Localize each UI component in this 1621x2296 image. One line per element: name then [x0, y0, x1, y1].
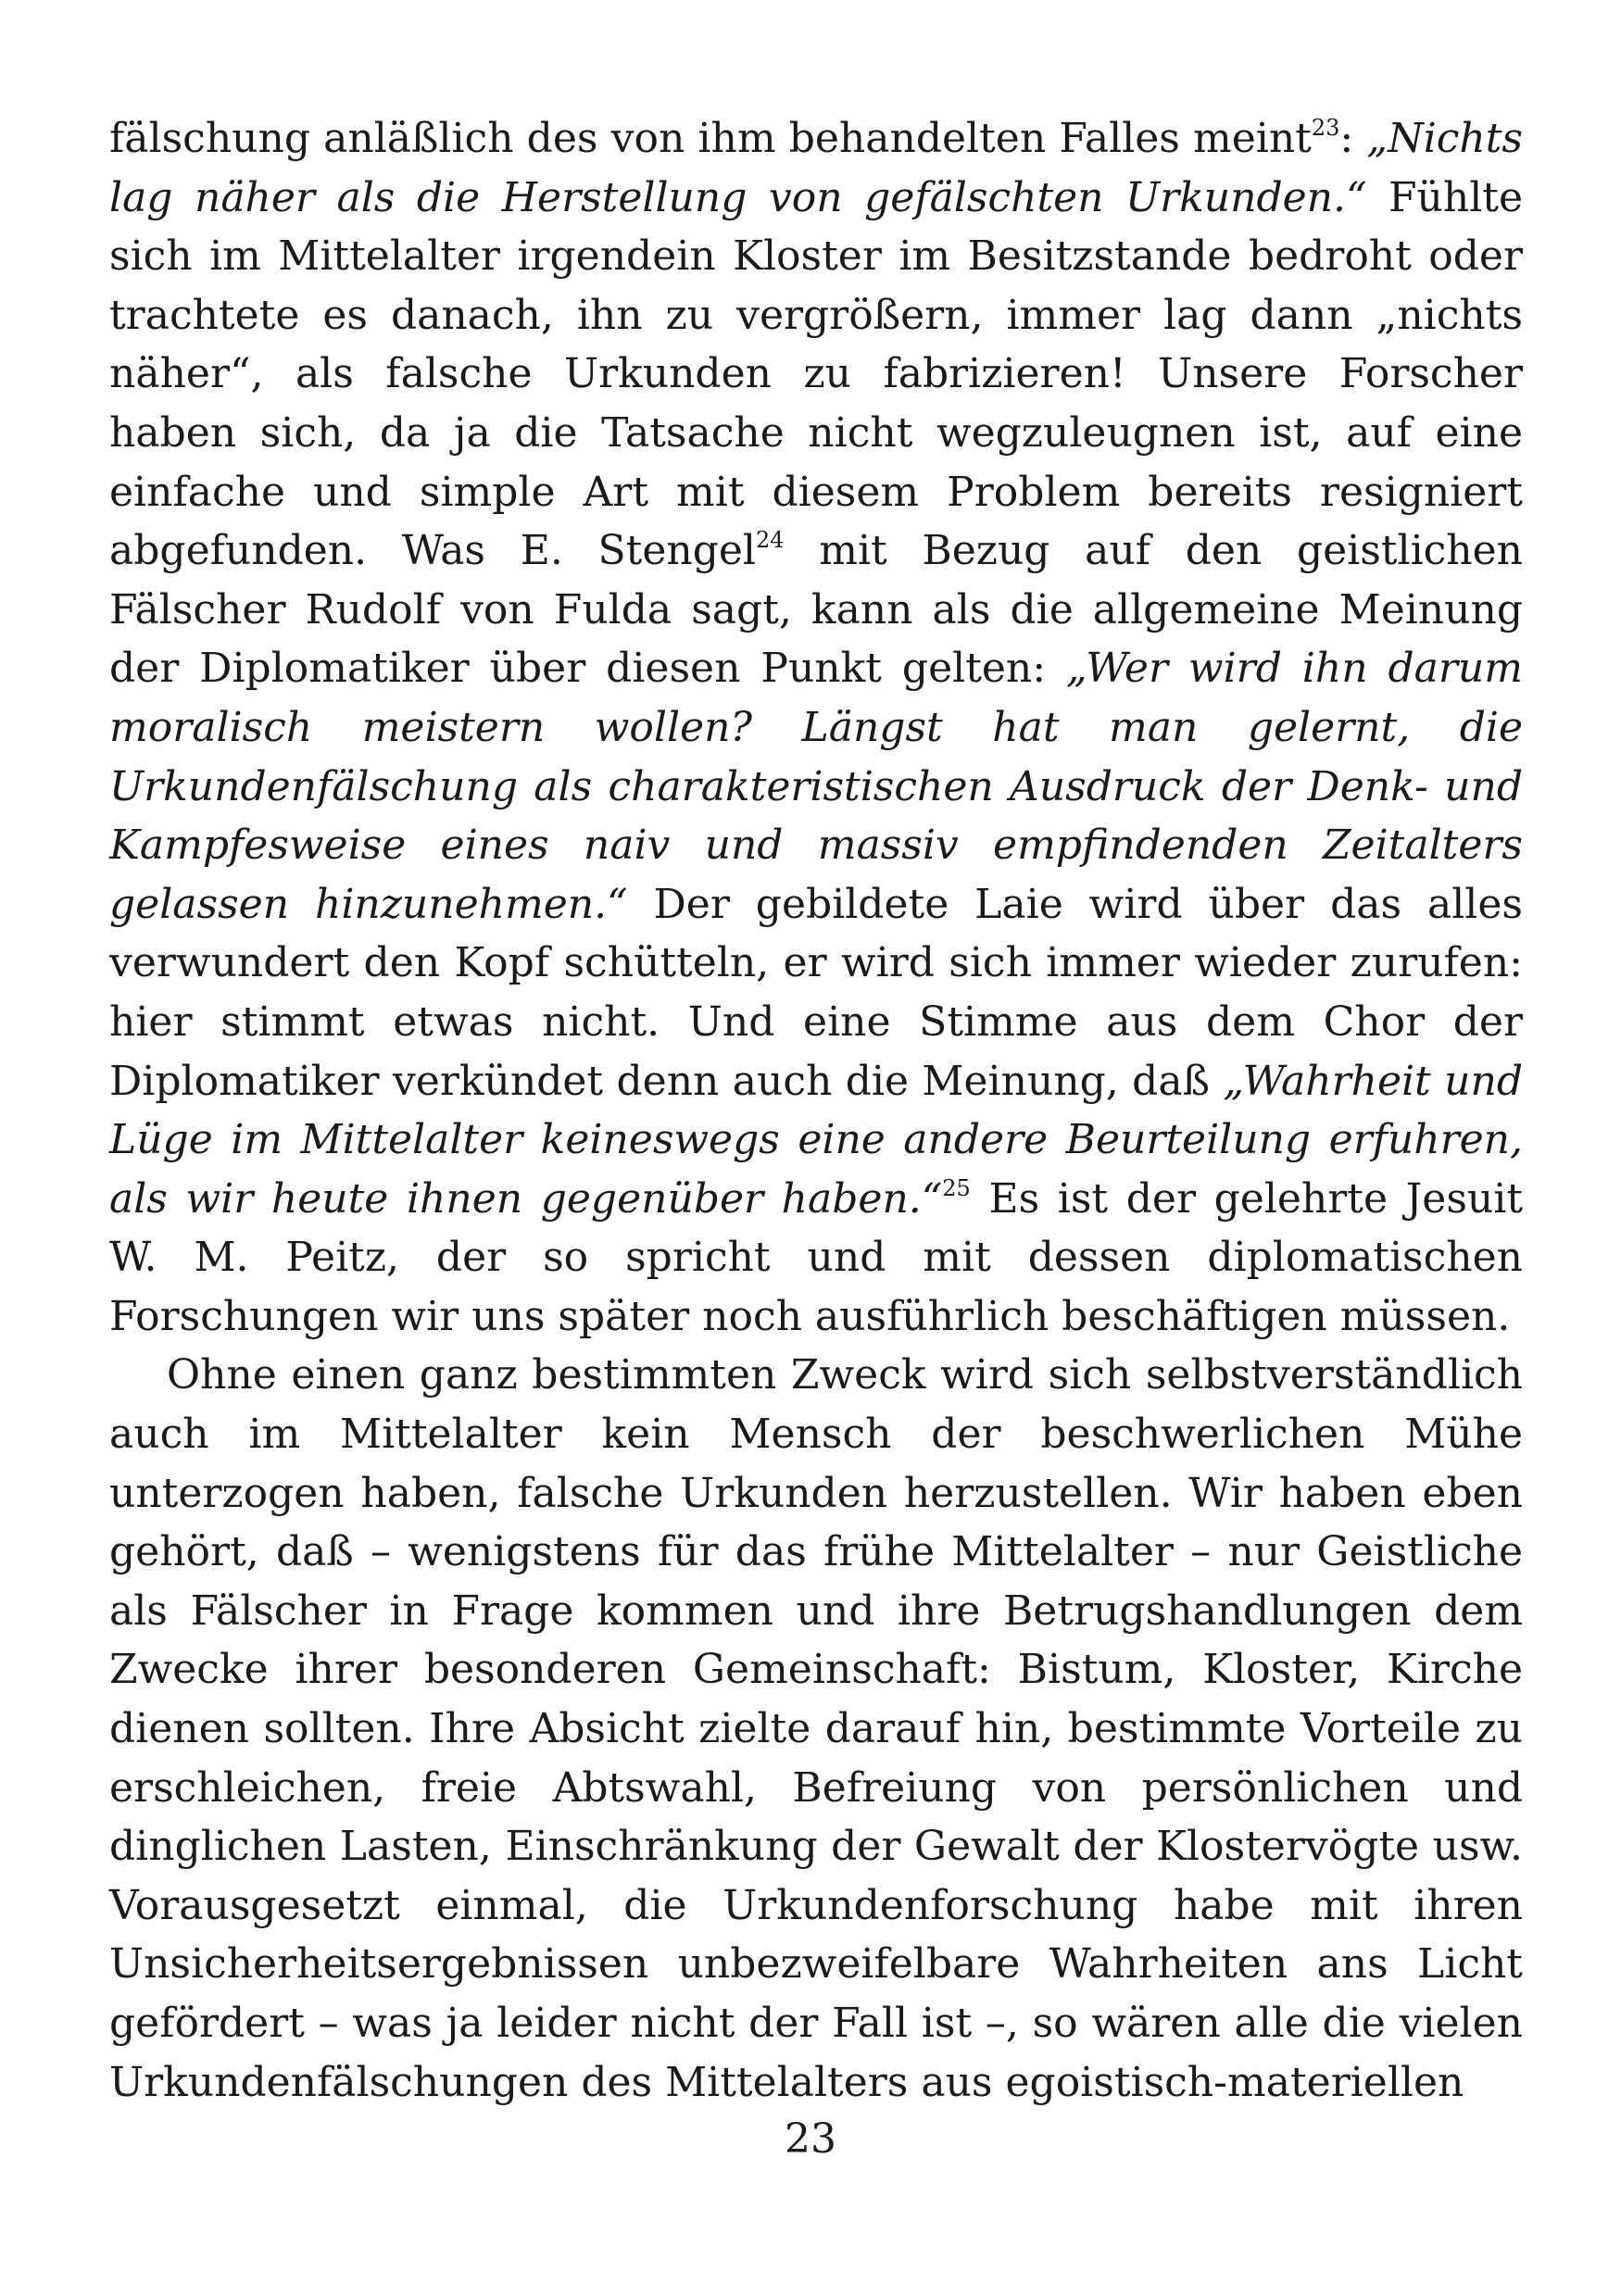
quote-italic: „Wahrheit und Lüge im Mittelalter keineswegs eine andere Beurteilung erfuhren, als wir heute ihnen gegenüber haben.“	[109, 1057, 1523, 1223]
footnote-ref-25: 25	[942, 1174, 971, 1201]
text-run: Der gebildete Laie wird über das alles verwundert den Kopf schütteln, er wird sich immer wieder zurufen: hier stimmt etwas nicht. Und eine Stimme aus dem Chor der Diplomatiker verkündet denn auch die Meinung, daß	[109, 880, 1523, 1105]
quote-italic: „Wer wird ihn darum moralisch meistern wollen? Längst hat man gelernt, die Urkundenfälschung als charakteristischen Ausdruck der Denk- und Kampfesweise eines naiv und massiv empfindenden Zeitalters gelassen hinzunehmen.“	[109, 645, 1523, 928]
footnote-ref-24: 24	[755, 527, 785, 554]
footnote-ref-23: 23	[1311, 115, 1340, 141]
body-text	[109, 109, 1523, 2112]
page-number: 23	[785, 2115, 836, 2163]
paragraph-1	[109, 109, 1523, 1346]
text-run: :	[1339, 115, 1367, 162]
text-run: fälschung anläßlich des von ihm behandelten Falles meint	[109, 115, 1312, 162]
paragraph-2: Ohne einen ganz bestimmten Zweck wird sich selbstverständlich auch im Mittelalter kein Mensch der beschwerlichen Mühe unterzogen haben, falsche Urkunden herzustellen. Wir haben eben gehört, daß – wenigstens für das frühe Mittelalter – nur Geistliche als Fälscher in Frage kommen und ihre Betrugshandlungen dem Zwecke ihrer besonderen Gemeinschaft: Bistum, Kloster, Kirche dienen sollten. Ihre Absicht zielte darauf hin, bestimmte Vorteile zu erschleichen, freie Abtswahl, Befreiung von persönlichen und dinglichen Lasten, Einschränkung der Gewalt der Klostervögte usw. Vorausgesetzt einmal, die Urkundenforschung habe mit ihren Unsicherheitsergebnissen unbezweifelbare Wahrheiten ans Licht gefördert – was ja leider nicht der Fall ist –, so wären alle die vielen Urkundenfälschungen des Mittelalters aus egoistisch-materiellen	[109, 1351, 1523, 2106]
text-run: Es ist der gelehrte Jesuit W. M. Peitz, der so spricht und mit dessen diplomatischen Forschungen wir uns später noch ausführlich beschäftigen müssen.	[109, 1174, 1523, 1340]
text-run: mit Bezug auf den geistlichen Fälscher Rudolf von Fulda sagt, kann als die allgemeine Meinung der Diplomatiker über diesen Punkt gelten:	[109, 527, 1523, 693]
quote-italic: „Nichts lag näher als die Herstellung von gefälschten Urkunden.“	[109, 115, 1524, 221]
text-run: Fühlte sich im Mittelalter irgendein Kloster im Besitzstande bedroht oder trachtete es danach, ihn zu vergrößern, immer lag dann „nichts näher“, als falsche Urkunden zu fabrizieren! Unsere Forscher haben sich, da ja die Tatsache nicht wegzuleugnen ist, auf eine einfache und simple Art mit diesem Problem bereits resigniert abgefunden. Was E. Stengel	[109, 173, 1524, 575]
